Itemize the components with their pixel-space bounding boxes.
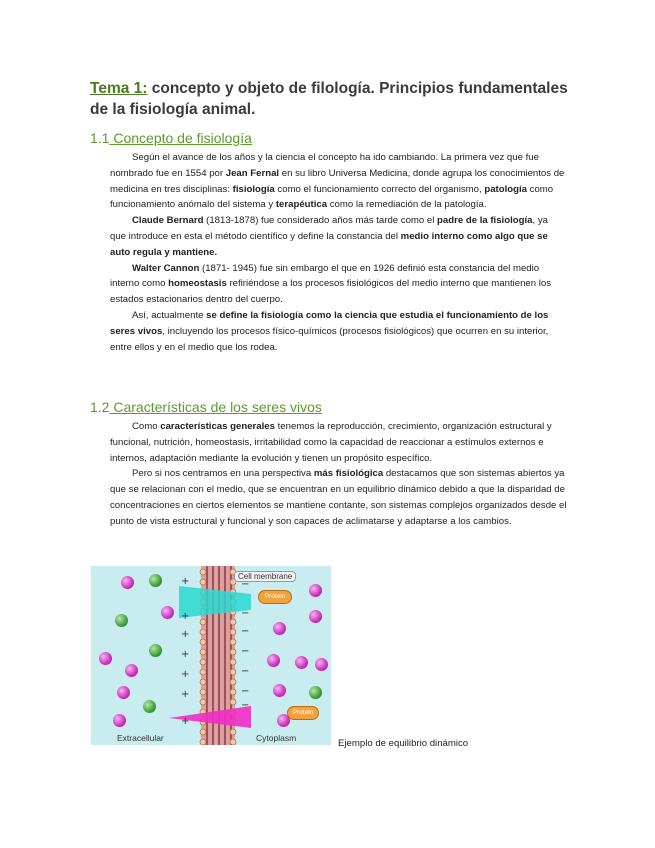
cell-membrane-label: Cell membrane	[234, 571, 296, 582]
molecule-na	[99, 652, 112, 665]
section-2-number: 1.2	[90, 399, 110, 415]
paragraph: Según el avance de los años y la ciencia el concepto ha ido cambiando. La primera vez que fue nombrado fue en 1554 por Jean Fernal en su libro Universa Medicina, donde agrupa los conocimientos de medicina en tres disciplinas: fisiología como el funcionamiento correcto del organismo, patología como funcionamiento anómalo del sistema y terapéutica como la remediación de la patología.	[110, 152, 565, 211]
paragraph: Walter Cannon (1871- 1945) fue sin embargo el que en 1926 definió esta constancia del medio interno como homeostasis refiriéndose a los procesos fisiológicos del medio interno que mantienen los estados estacionarios dentro del cuerpo.	[110, 262, 552, 306]
molecule-na	[161, 606, 174, 619]
molecule-k	[267, 654, 280, 667]
section-2-body	[110, 419, 568, 530]
molecule-k	[273, 684, 286, 697]
section-1-heading	[90, 130, 252, 146]
molecule-k	[315, 658, 328, 671]
extracellular-label: Extracellular	[117, 733, 164, 743]
plus-sign: +	[181, 629, 190, 640]
plus-sign: +	[181, 669, 190, 680]
plus-sign: +	[181, 716, 190, 727]
molecule-na	[121, 576, 134, 589]
protein-label-1: Protein	[258, 590, 292, 604]
section-2-heading	[90, 399, 322, 415]
molecule-cl	[149, 574, 162, 587]
section-1-number: 1.1	[90, 130, 110, 146]
molecule-na	[125, 664, 138, 677]
membrane-figure	[91, 566, 331, 745]
minus-sign: −	[241, 579, 250, 590]
molecule-cl	[143, 700, 156, 713]
paragraph: Como características generales tenemos la reproducción, crecimiento, organización estructural y funcional, nutrición, homeostasis, irritabilidad como la capacidad de reaccionar a estímulos externos e internos, adaptación mediante la evolución y tienen un propósito específico.	[110, 421, 552, 464]
minus-sign: −	[241, 608, 250, 619]
section-1-body	[110, 150, 565, 355]
molecule-cl	[149, 644, 162, 657]
paragraph: Claude Bernard (1813-1878) fue considerado años más tarde como el padre de la fisiología, ya que introduce en esta el método científico y define la constancia del medio interno como algo que se auto regula y mantiene.	[110, 215, 548, 258]
molecule-k	[295, 656, 308, 669]
molecule-cl	[115, 614, 128, 627]
page-title	[90, 78, 570, 120]
minus-sign: −	[241, 646, 250, 657]
plus-sign: +	[181, 689, 190, 700]
plus-sign: +	[181, 611, 190, 622]
molecule-k	[309, 610, 322, 623]
molecule-na	[113, 714, 126, 727]
paragraph: Así, actualmente se define la fisiología como la ciencia que estudia el funcionamiento de los seres vivos, incluyendo los procesos físico-químicos (procesos fisiológicos) que ocurren en su interior, entre ellos y en el medio que los rodea.	[110, 309, 549, 353]
cytoplasm-label: Cytoplasm	[256, 733, 297, 743]
title-prefix: Tema 1:	[90, 80, 148, 97]
plus-sign: +	[181, 576, 190, 587]
section-2-title: Características de los seres vivos	[109, 399, 322, 415]
molecule-k	[277, 714, 290, 727]
minus-sign: −	[241, 700, 250, 711]
molecule-cl	[309, 686, 322, 699]
minus-sign: −	[241, 686, 250, 697]
figure-caption: Ejemplo de equilibrio dinámico	[338, 738, 469, 749]
minus-sign: −	[241, 626, 250, 637]
molecule-k	[273, 622, 286, 635]
molecule-k	[309, 584, 322, 597]
paragraph: Pero si nos centramos en una perspectiva más fisiológica destacamos que son sistemas abiertos ya que se relacionan con el medio, que se encuentran en un equilibrio dinámico debido a que la disparidad de concentraciones en ciertos elementos se mantiene contante, son sistemas complejos organizados desde el punto de vista estructural y funcional y son capaces de aclimatarse y adaptarse a los cambios.	[110, 468, 567, 527]
molecule-na	[117, 686, 130, 699]
plus-sign: +	[181, 649, 190, 660]
section-1-title: Concepto de fisiología	[109, 130, 252, 146]
title-text: concepto y objeto de filología. Principios fundamentales de la fisiología animal.	[90, 80, 568, 118]
minus-sign: −	[241, 666, 250, 677]
protein-label-2: Protein	[287, 706, 319, 720]
